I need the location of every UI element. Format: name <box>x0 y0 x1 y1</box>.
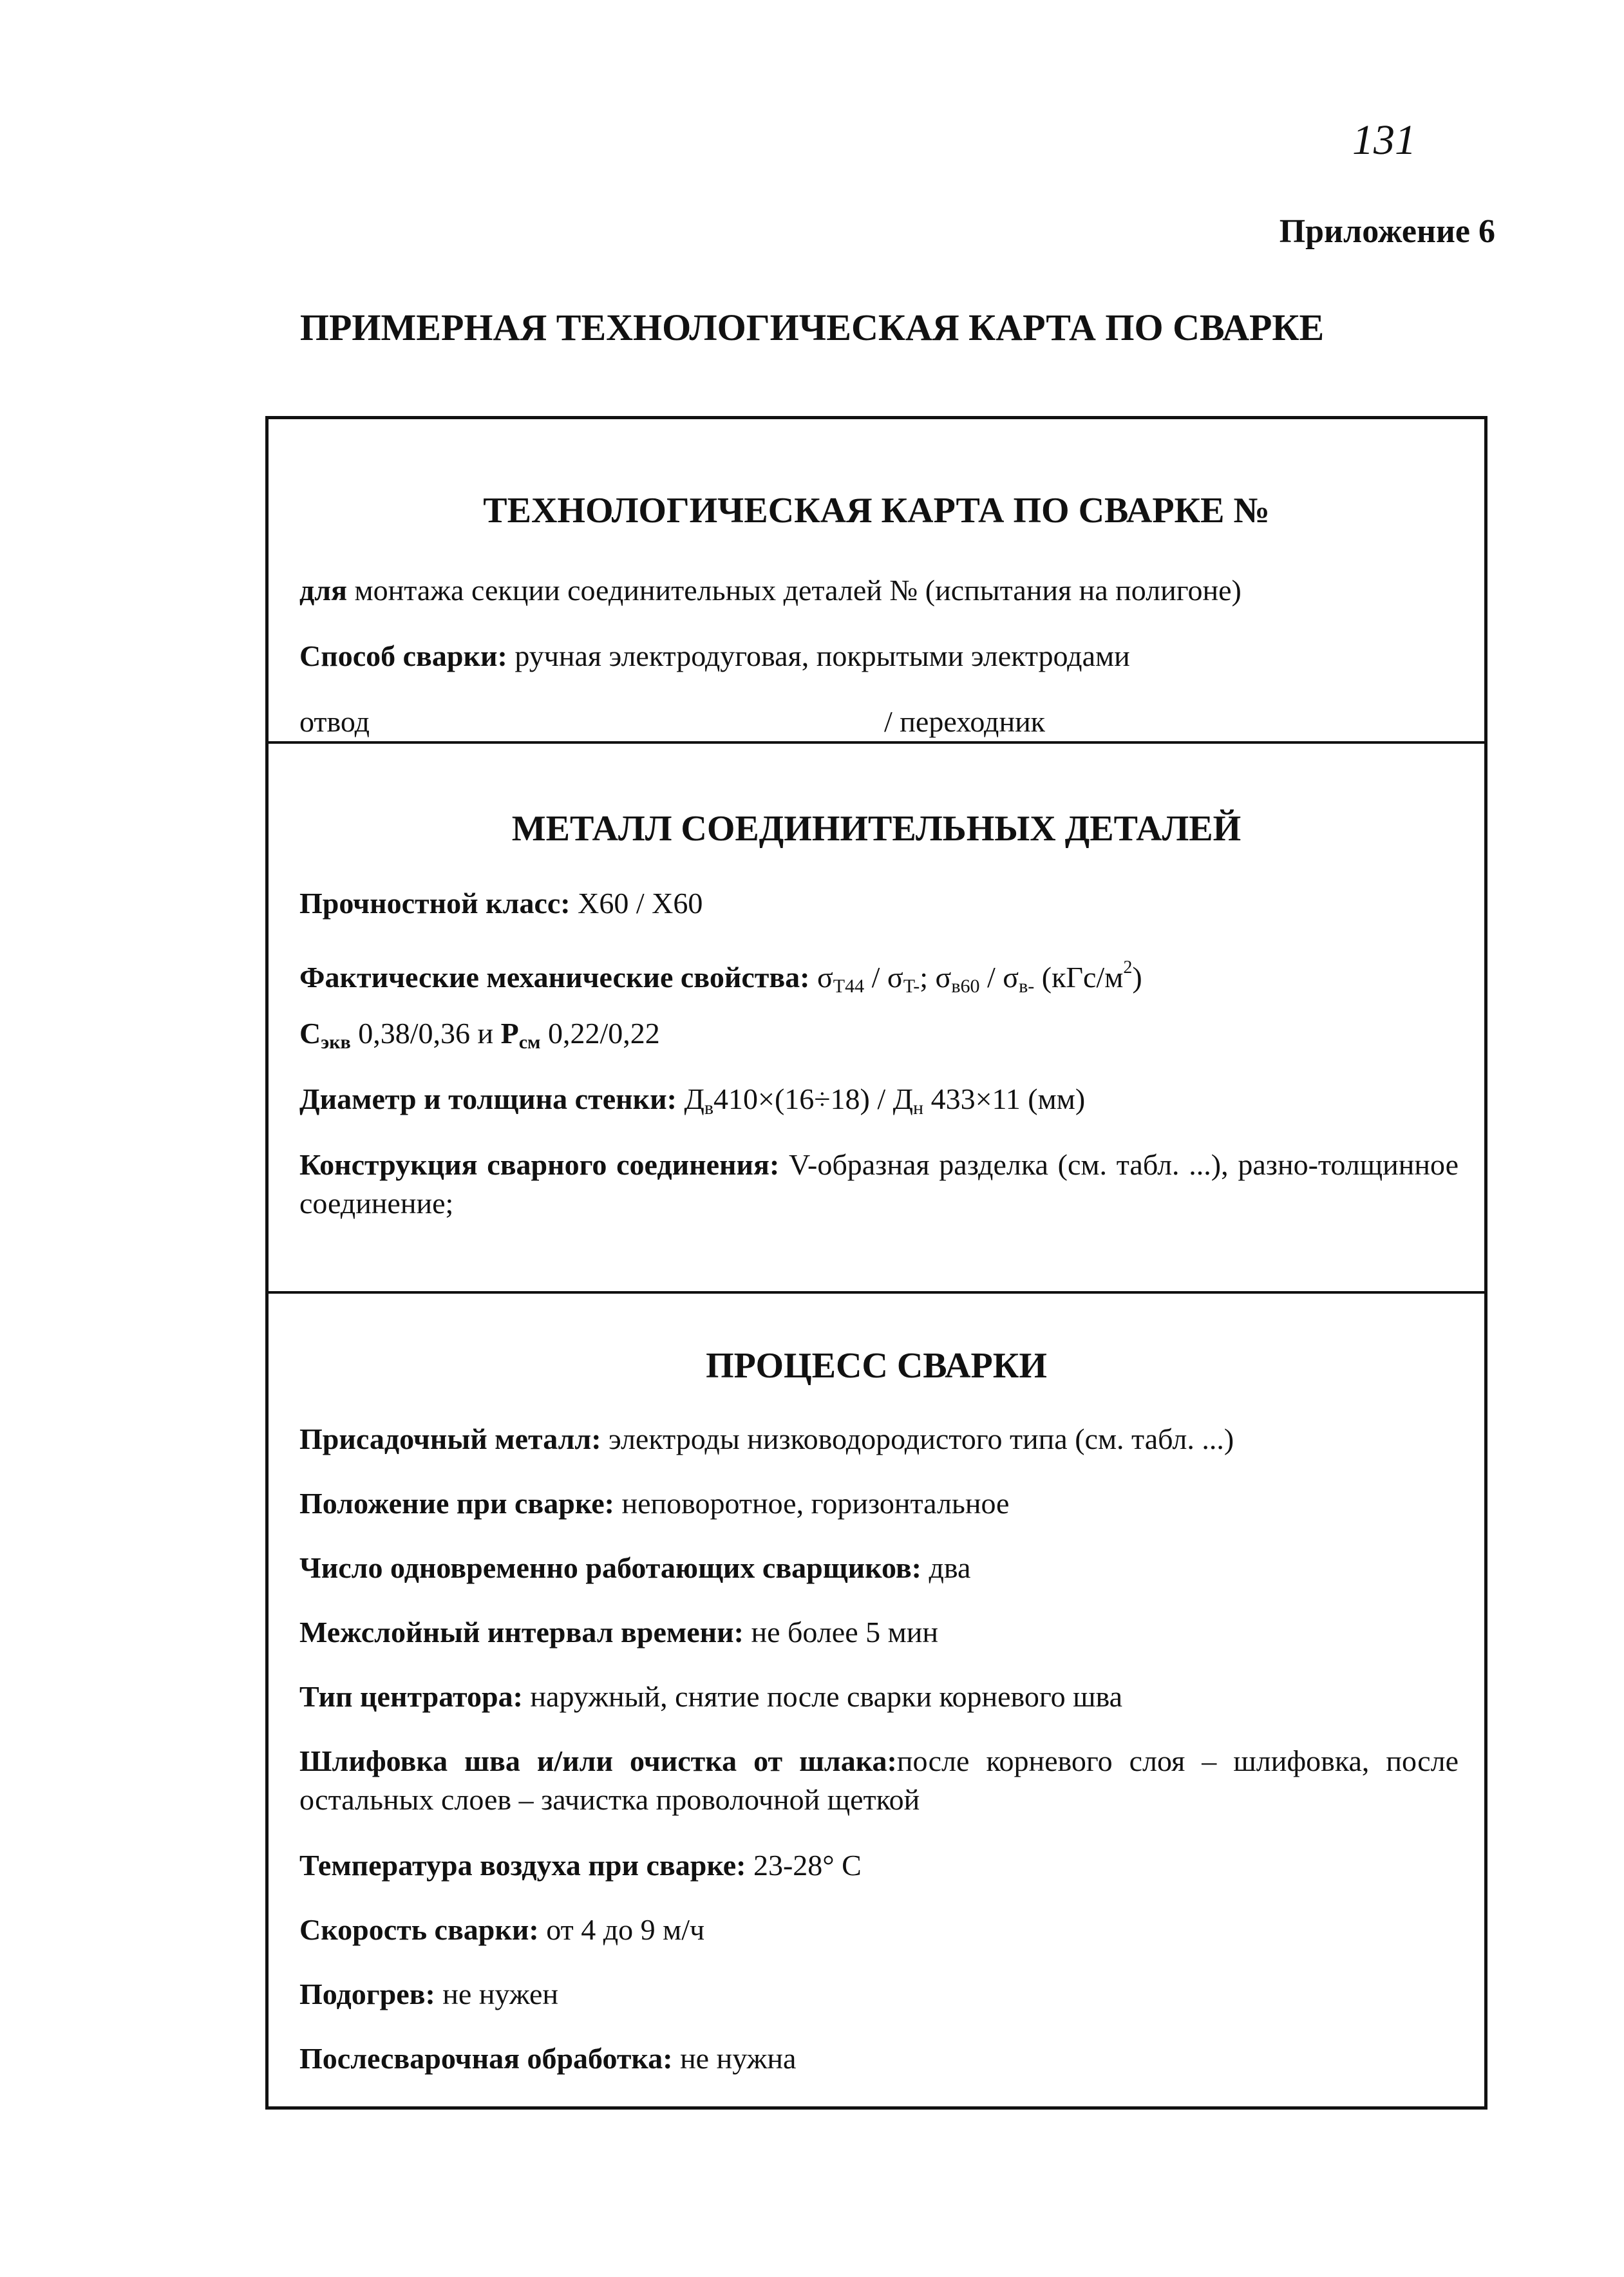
metal-section <box>269 741 1484 1291</box>
separator: / σ <box>864 961 903 994</box>
process-row-text: наружный, снятие после сварки корневого шва <box>522 1680 1123 1713</box>
page-number: 131 <box>1352 117 1416 164</box>
unit-exponent: 2 <box>1123 958 1133 978</box>
process-row-text: не более 5 мин <box>743 1616 938 1649</box>
bend-label: отвод <box>299 705 370 738</box>
sigma-t2-subscript: T- <box>903 976 920 997</box>
diameter-line <box>299 1080 1459 1128</box>
mechanical-properties-line <box>299 949 1459 1006</box>
process-row <box>299 1677 1459 1716</box>
diameter-value-2: 433×11 (мм) <box>923 1082 1086 1115</box>
process-row <box>299 1911 1459 1949</box>
process-row <box>299 2039 1459 2078</box>
joint-design-line <box>299 1146 1459 1223</box>
process-row-label: Межслойный интервал времени: <box>299 1616 744 1649</box>
process-row-label: Тип центратора: <box>299 1680 523 1713</box>
ceq-value: 0,38/0,36 и <box>350 1017 501 1050</box>
diameter-d-symbol: Д <box>676 1082 704 1115</box>
sigma-b2-subscript: в- <box>1019 976 1035 997</box>
ceq-subscript: экв <box>321 1032 351 1053</box>
purpose-line <box>299 571 1459 610</box>
process-row-text: от 4 до 9 м/ч <box>538 1913 705 1946</box>
joint-design-label: Конструкция сварного соединения: <box>299 1148 780 1181</box>
process-row <box>299 1975 1459 2014</box>
carbon-equivalent-line <box>299 1014 1459 1062</box>
unit-close: ) <box>1132 961 1142 994</box>
mechanical-properties-label: Фактические механические свойства: <box>299 961 810 994</box>
process-row-text: 23-28° С <box>746 1849 862 1882</box>
process-row-text: два <box>921 1551 971 1584</box>
process-row-label: Скорость сварки: <box>299 1913 539 1946</box>
method-line <box>299 637 1459 676</box>
metal-section-title: МЕТАЛЛ СОЕДИНИТЕЛЬНЫХ ДЕТАЛЕЙ <box>511 809 1242 849</box>
welding-process-section <box>269 1291 1484 2113</box>
process-row-label: Подогрев: <box>299 1978 435 2010</box>
process-row <box>299 1742 1459 1819</box>
process-row-text: неповоротное, горизонтальное <box>614 1487 1010 1520</box>
reducer-label: / переходник <box>884 705 1046 738</box>
process-row-label: Присадочный металл: <box>299 1422 601 1455</box>
sigma-b-subscript: в60 <box>951 976 980 997</box>
process-row <box>299 1613 1459 1652</box>
purpose-label: для <box>299 574 347 607</box>
process-row-label: Температура воздуха при сварке: <box>299 1849 746 1882</box>
process-row-text: после корневого слоя – шлифовка, после остальных слоев – зачистка проволочной щеткой <box>299 1744 1459 1816</box>
sigma-t-symbol: σ <box>817 961 833 994</box>
process-row-label: Шлифовка шва и/или очистка от шлака: <box>299 1744 897 1777</box>
process-row-text: не нужна <box>672 2042 797 2075</box>
strength-class-label: Прочностной класс: <box>299 887 571 920</box>
method-text: ручная электродуговая, покрытыми электродами <box>507 639 1130 672</box>
welding-card <box>265 416 1487 2110</box>
joint-design-text: V-образная разделка (см. табл. ...), разно-толщинное соединение; <box>299 1148 1459 1220</box>
pcm-subscript: см <box>518 1032 541 1053</box>
diameter-value-1: 410×(16÷18) / Д <box>713 1082 913 1115</box>
process-row <box>299 1420 1459 1459</box>
separator: / σ <box>979 961 1019 994</box>
strength-class-value: Х60 / Х60 <box>570 887 703 920</box>
unit: (кГс/м <box>1034 961 1124 994</box>
process-row-label: Положение при сварке: <box>299 1487 614 1520</box>
strength-class-line <box>299 884 1459 923</box>
process-row-label: Число одновременно работающих сварщиков: <box>299 1551 921 1584</box>
process-section-title: ПРОЦЕСС СВАРКИ <box>706 1346 1047 1386</box>
process-row <box>299 1846 1459 1885</box>
separator: ; σ <box>920 961 952 994</box>
pcm-symbol: Р <box>500 1017 519 1050</box>
diameter-label: Диаметр и толщина стенки: <box>299 1082 677 1115</box>
sigma-t-subscript: T44 <box>833 976 865 997</box>
process-row <box>299 1549 1459 1587</box>
process-row-text: электроды низководородистого типа (см. табл. ...) <box>601 1422 1234 1455</box>
pcm-value: 0,22/0,22 <box>540 1017 660 1050</box>
process-row <box>299 1484 1459 1523</box>
diameter-inner-subscript: в <box>704 1097 714 1119</box>
document-title: ПРИМЕРНАЯ ТЕХНОЛОГИЧЕСКАЯ КАРТА ПО СВАРКЕ <box>299 307 1325 348</box>
process-row-text: не нужен <box>435 1978 559 2010</box>
process-row-label: Послесварочная обработка: <box>299 2042 673 2075</box>
appendix-label: Приложение 6 <box>1279 213 1495 250</box>
purpose-text: монтажа секции соединительных деталей № (испытания на полигоне) <box>346 574 1242 607</box>
card-title: ТЕХНОЛОГИЧЕСКАЯ КАРТА ПО СВАРКЕ № <box>483 491 1270 531</box>
card-header-section <box>269 419 1484 741</box>
diameter-outer-subscript: н <box>913 1097 924 1119</box>
method-label: Способ сварки: <box>299 639 507 672</box>
ceq-symbol: С <box>299 1017 321 1050</box>
